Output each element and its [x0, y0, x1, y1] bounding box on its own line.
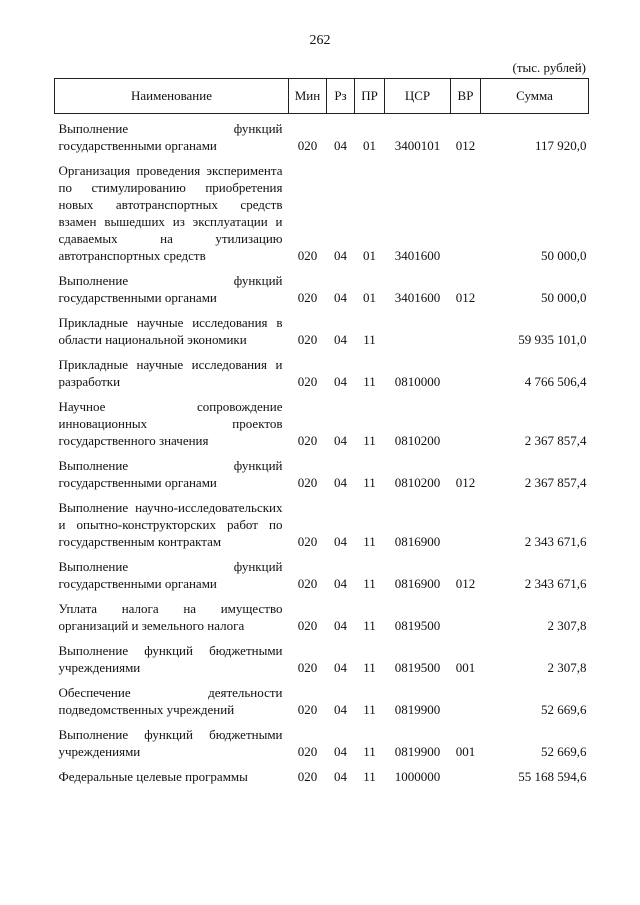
page-number: 262 [309, 33, 331, 48]
cell-pr: 11 [363, 534, 376, 549]
header-name: Наименование [55, 79, 289, 114]
cell-pr: 11 [363, 332, 376, 347]
cell-min: 020 [297, 618, 318, 633]
header-min: Мин [289, 79, 327, 114]
cell-sum: 4 766 506,4 [524, 374, 587, 389]
table-header-row [55, 79, 589, 114]
cell-sum: 2 367 857,4 [524, 433, 587, 448]
cell-min: 020 [297, 433, 318, 448]
cell-rz: 04 [334, 702, 347, 717]
table-row [55, 392, 589, 451]
cell-csr: 3400101 [394, 138, 441, 153]
cell-rz: 04 [334, 576, 347, 591]
cell-vr: 001 [455, 744, 476, 759]
cell-csr: 0810200 [394, 433, 441, 448]
cell-rz: 04 [334, 660, 347, 675]
cell-name: Выполнение функций государственными органами [58, 559, 283, 591]
cell-csr: 0810000 [394, 374, 441, 389]
cell-min: 020 [297, 702, 318, 717]
header-rz: Рз [327, 79, 355, 114]
cell-name: Выполнение функций государственными органами [58, 273, 283, 305]
cell-vr: 012 [455, 576, 476, 591]
cell-rz: 04 [334, 248, 347, 263]
cell-name: Прикладные научные исследования и разработки [58, 357, 283, 389]
table-row [55, 762, 589, 787]
cell-csr [385, 308, 451, 350]
cell-vr [451, 350, 481, 392]
cell-name: Выполнение функций бюджетными учреждениями [58, 643, 283, 675]
cell-pr: 11 [363, 433, 376, 448]
cell-name: Научное сопровождение инновационных проектов государственного значения [58, 399, 283, 448]
cell-sum: 55 168 594,6 [518, 769, 587, 784]
budget-table [54, 78, 589, 787]
cell-pr: 01 [363, 248, 376, 263]
cell-vr: 012 [455, 475, 476, 490]
cell-rz: 04 [334, 769, 347, 784]
cell-pr: 11 [363, 660, 376, 675]
cell-name: Обеспечение деятельности подведомственных учреждений [58, 685, 283, 717]
cell-sum: 50 000,0 [541, 248, 587, 263]
cell-rz: 04 [334, 618, 347, 633]
cell-vr: 012 [455, 138, 476, 153]
cell-csr: 0816900 [394, 534, 441, 549]
cell-sum: 52 669,6 [541, 744, 587, 759]
table-row [55, 678, 589, 720]
cell-sum: 117 920,0 [534, 138, 587, 153]
table-row [55, 636, 589, 678]
cell-csr: 3401600 [394, 248, 441, 263]
cell-pr: 11 [363, 475, 376, 490]
cell-sum: 2 343 671,6 [524, 534, 587, 549]
table-row [55, 493, 589, 552]
cell-sum: 52 669,6 [541, 702, 587, 717]
cell-min: 020 [297, 744, 318, 759]
table-row [55, 451, 589, 493]
cell-vr [451, 678, 481, 720]
cell-sum: 2 367 857,4 [524, 475, 587, 490]
cell-pr: 11 [363, 576, 376, 591]
cell-vr [451, 762, 481, 787]
cell-min: 020 [297, 475, 318, 490]
cell-min: 020 [297, 138, 318, 153]
cell-name: Организация проведения эксперимента по стимулированию приобретения новых автотранспортных средств взамен вышедших из эксплуатации и сдаваемых на утилизацию автотранспортных средств [58, 163, 283, 263]
table-row [55, 552, 589, 594]
cell-name: Федеральные целевые программы [58, 769, 248, 784]
cell-sum: 59 935 101,0 [518, 332, 587, 347]
cell-pr: 11 [363, 702, 376, 717]
cell-csr: 0819900 [394, 744, 441, 759]
cell-vr [451, 493, 481, 552]
table-row [55, 350, 589, 392]
table-row [55, 720, 589, 762]
cell-vr [451, 156, 481, 266]
cell-rz: 04 [334, 475, 347, 490]
cell-min: 020 [297, 248, 318, 263]
cell-sum: 50 000,0 [541, 290, 587, 305]
cell-name: Выполнение функций государственными органами [58, 458, 283, 490]
cell-rz: 04 [334, 374, 347, 389]
cell-csr: 0819900 [394, 702, 441, 717]
cell-min: 020 [297, 290, 318, 305]
cell-vr [451, 594, 481, 636]
units-label: (тыс. рублей) [512, 60, 586, 75]
cell-pr: 11 [363, 769, 376, 784]
cell-csr: 0819500 [394, 618, 441, 633]
cell-min: 020 [297, 769, 318, 784]
cell-vr: 012 [455, 290, 476, 305]
cell-pr: 11 [363, 618, 376, 633]
cell-csr: 0816900 [394, 576, 441, 591]
cell-min: 020 [297, 660, 318, 675]
cell-csr: 0819500 [394, 660, 441, 675]
cell-pr: 11 [363, 374, 376, 389]
table-row [55, 156, 589, 266]
table-row [55, 308, 589, 350]
cell-rz: 04 [334, 138, 347, 153]
cell-pr: 01 [363, 290, 376, 305]
table-row [55, 114, 589, 157]
cell-vr [451, 392, 481, 451]
cell-csr: 1000000 [394, 769, 441, 784]
cell-min: 020 [297, 534, 318, 549]
cell-rz: 04 [334, 433, 347, 448]
cell-csr: 3401600 [394, 290, 441, 305]
cell-min: 020 [297, 332, 318, 347]
cell-pr: 11 [363, 744, 376, 759]
cell-vr: 001 [455, 660, 476, 675]
cell-rz: 04 [334, 332, 347, 347]
header-vr: ВР [451, 79, 481, 114]
cell-sum: 2 307,8 [547, 660, 587, 675]
cell-name: Выполнение функций бюджетными учреждениями [58, 727, 283, 759]
cell-pr: 01 [363, 138, 376, 153]
header-pr: ПР [355, 79, 385, 114]
cell-rz: 04 [334, 290, 347, 305]
cell-rz: 04 [334, 744, 347, 759]
table-row [55, 594, 589, 636]
cell-vr [451, 308, 481, 350]
cell-csr: 0810200 [394, 475, 441, 490]
cell-rz: 04 [334, 534, 347, 549]
cell-min: 020 [297, 374, 318, 389]
cell-sum: 2 307,8 [547, 618, 587, 633]
cell-sum: 2 343 671,6 [524, 576, 587, 591]
cell-name: Уплата налога на имущество организаций и земельного налога [58, 601, 283, 633]
table-row [55, 266, 589, 308]
cell-min: 020 [297, 576, 318, 591]
cell-name: Выполнение функций государственными органами [58, 121, 283, 153]
header-sum: Сумма [481, 79, 589, 114]
cell-name: Выполнение научно-исследовательских и опытно-конструкторских работ по государственным контрактам [58, 500, 283, 549]
header-csr: ЦСР [385, 79, 451, 114]
cell-name: Прикладные научные исследования в области национальной экономики [58, 315, 283, 347]
